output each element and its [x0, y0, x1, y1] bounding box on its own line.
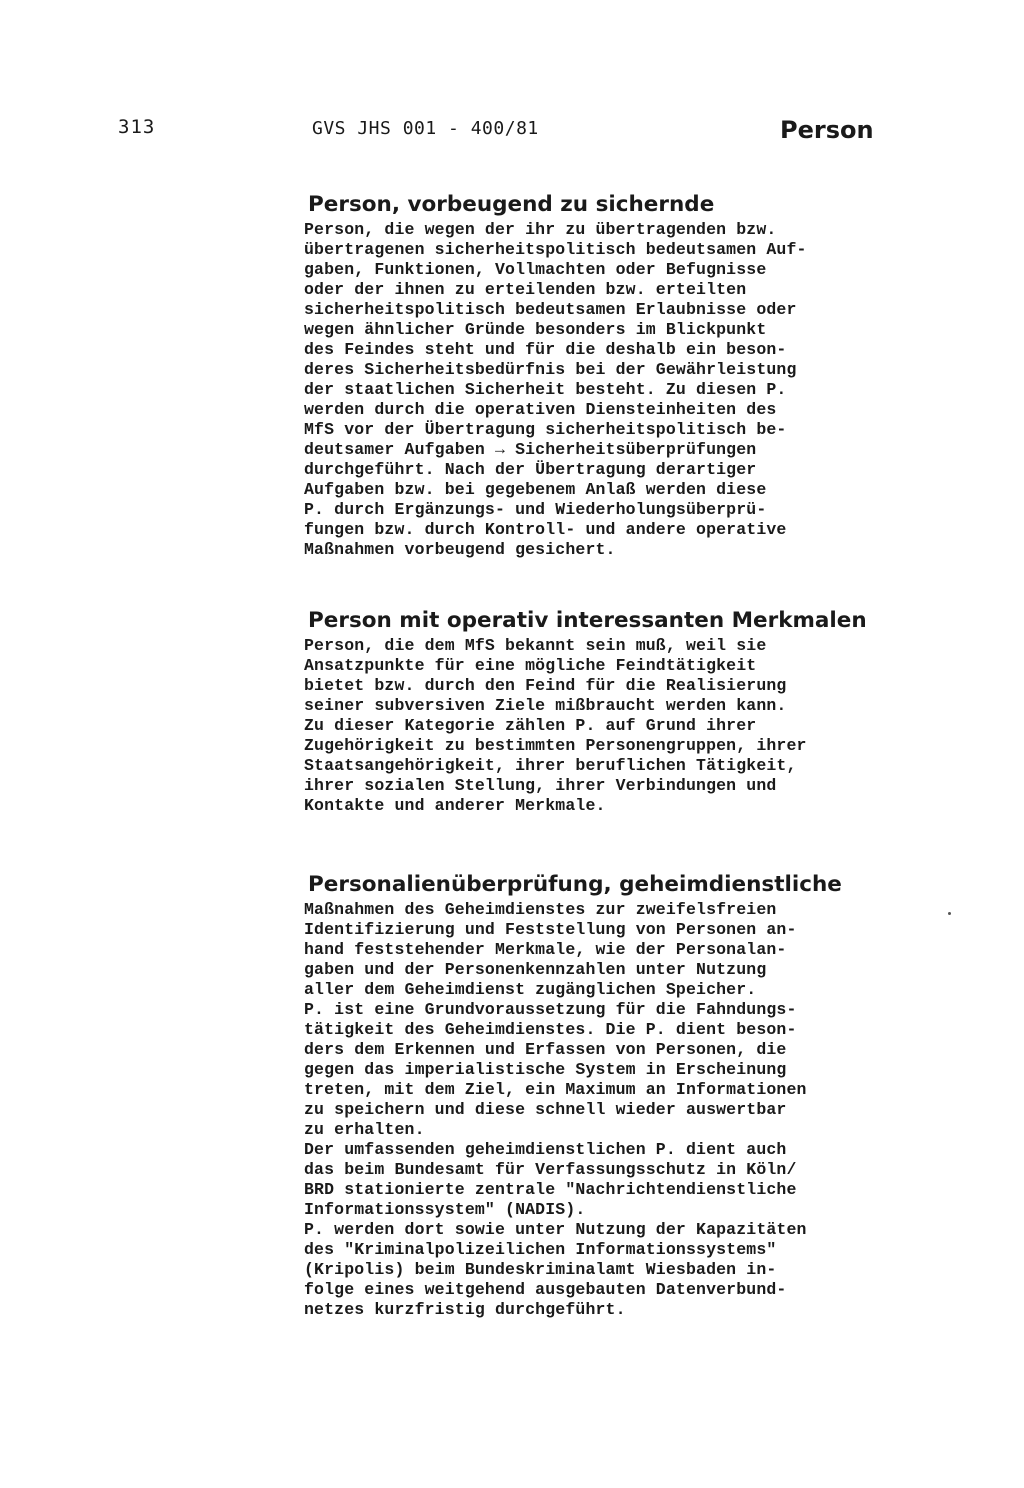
body-line: bietet bzw. durch den Feind für die Realisierung — [304, 676, 787, 695]
body-line: folge eines weitgehend ausgebauten Datenverbund- — [304, 1280, 787, 1299]
body-line: Kontakte und anderer Merkmale. — [304, 796, 606, 815]
entry-person-vorbeugend — [304, 190, 944, 560]
body-line: wegen ähnlicher Gründe besonders im Blickpunkt — [304, 320, 767, 339]
entry-body — [304, 900, 944, 1320]
body-line: MfS vor der Übertragung sicherheitspolitisch be- — [304, 420, 787, 439]
body-line: P. werden dort sowie unter Nutzung der Kapazitäten — [304, 1220, 807, 1239]
page-number: 313 — [118, 116, 156, 138]
body-line: seiner subversiven Ziele mißbraucht werden kann. — [304, 696, 787, 715]
body-line: Ansatzpunkte für eine mögliche Feindtätigkeit — [304, 656, 757, 675]
body-line: ihrer sozialen Stellung, ihrer Verbindungen und — [304, 776, 777, 795]
body-line: Staatsangehörigkeit, ihrer beruflichen Tätigkeit, — [304, 756, 797, 775]
body-line: Person, die wegen der ihr zu übertragenden bzw. — [304, 220, 777, 239]
body-line: Zu dieser Kategorie zählen P. auf Grund ihrer — [304, 716, 757, 735]
scan-speck — [948, 912, 951, 915]
body-line: Maßnahmen vorbeugend gesichert. — [304, 540, 616, 559]
body-line: P. durch Ergänzungs- und Wiederholungsüberprü- — [304, 500, 767, 519]
body-line: BRD stationierte zentrale "Nachrichtendienstliche — [304, 1180, 797, 1199]
body-line: durchgeführt. Nach der Übertragung derartiger — [304, 460, 757, 479]
body-line: zu erhalten. — [304, 1120, 425, 1139]
body-line: gaben, Funktionen, Vollmachten oder Befugnisse — [304, 260, 767, 279]
body-line: treten, mit dem Ziel, ein Maximum an Informationen — [304, 1080, 807, 1099]
body-line: netzes kurzfristig durchgeführt. — [304, 1300, 626, 1319]
entry-body — [304, 636, 944, 816]
document-reference: GVS JHS 001 - 400/81 — [312, 118, 539, 139]
entry-person-operativ — [304, 606, 944, 816]
body-line: (Kripolis) beim Bundeskriminalamt Wiesbaden in- — [304, 1260, 777, 1279]
body-line: übertragenen sicherheitspolitisch bedeutsamen Auf- — [304, 240, 807, 259]
body-line: der staatlichen Sicherheit besteht. Zu diesen P. — [304, 380, 787, 399]
entry-heading: Person, vorbeugend zu sichernde — [308, 192, 715, 217]
body-line: deutsamer Aufgaben → Sicherheitsüberprüfungen — [304, 440, 757, 459]
body-line: deres Sicherheitsbedürfnis bei der Gewährleistung — [304, 360, 797, 379]
body-line: fungen bzw. durch Kontroll- und andere operative — [304, 520, 787, 539]
body-line: werden durch die operativen Diensteinheiten des — [304, 400, 777, 419]
body-line: oder der ihnen zu erteilenden bzw. erteilten — [304, 280, 747, 299]
body-line: zu speichern und diese schnell wieder auswertbar — [304, 1100, 787, 1119]
body-line: Maßnahmen des Geheimdienstes zur zweifelsfreien — [304, 900, 777, 919]
entry-heading: Person mit operativ interessanten Merkmalen — [308, 608, 867, 633]
entry-body — [304, 220, 944, 560]
body-line: Aufgaben bzw. bei gegebenem Anlaß werden diese — [304, 480, 767, 499]
body-line: aller dem Geheimdienst zugänglichen Speicher. — [304, 980, 757, 999]
body-line: Person, die dem MfS bekannt sein muß, weil sie — [304, 636, 767, 655]
body-line: des Feindes steht und für die deshalb ein beson- — [304, 340, 787, 359]
running-head: Person — [780, 116, 874, 144]
body-line: P. ist eine Grundvoraussetzung für die Fahndungs- — [304, 1000, 797, 1019]
body-line: ders dem Erkennen und Erfassen von Personen, die — [304, 1040, 787, 1059]
body-line: Identifizierung und Feststellung von Personen an- — [304, 920, 797, 939]
body-line: gegen das imperialistische System in Erscheinung — [304, 1060, 787, 1079]
body-line: tätigkeit des Geheimdienstes. Die P. dient beson- — [304, 1020, 797, 1039]
entry-personalienueberpruefung — [304, 870, 944, 1320]
body-line: Informationssystem" (NADIS). — [304, 1200, 586, 1219]
body-line: hand feststehender Merkmale, wie der Personalan- — [304, 940, 787, 959]
body-line: des "Kriminalpolizeilichen Informationssystems" — [304, 1240, 777, 1259]
body-line: Zugehörigkeit zu bestimmten Personengruppen, ihrer — [304, 736, 807, 755]
body-line: sicherheitspolitisch bedeutsamen Erlaubnisse oder — [304, 300, 797, 319]
body-line: das beim Bundesamt für Verfassungsschutz in Köln/ — [304, 1160, 797, 1179]
entry-heading: Personalienüberprüfung, geheimdienstliche — [308, 872, 842, 897]
body-line: gaben und der Personenkennzahlen unter Nutzung — [304, 960, 767, 979]
body-line: Der umfassenden geheimdienstlichen P. dient auch — [304, 1140, 787, 1159]
